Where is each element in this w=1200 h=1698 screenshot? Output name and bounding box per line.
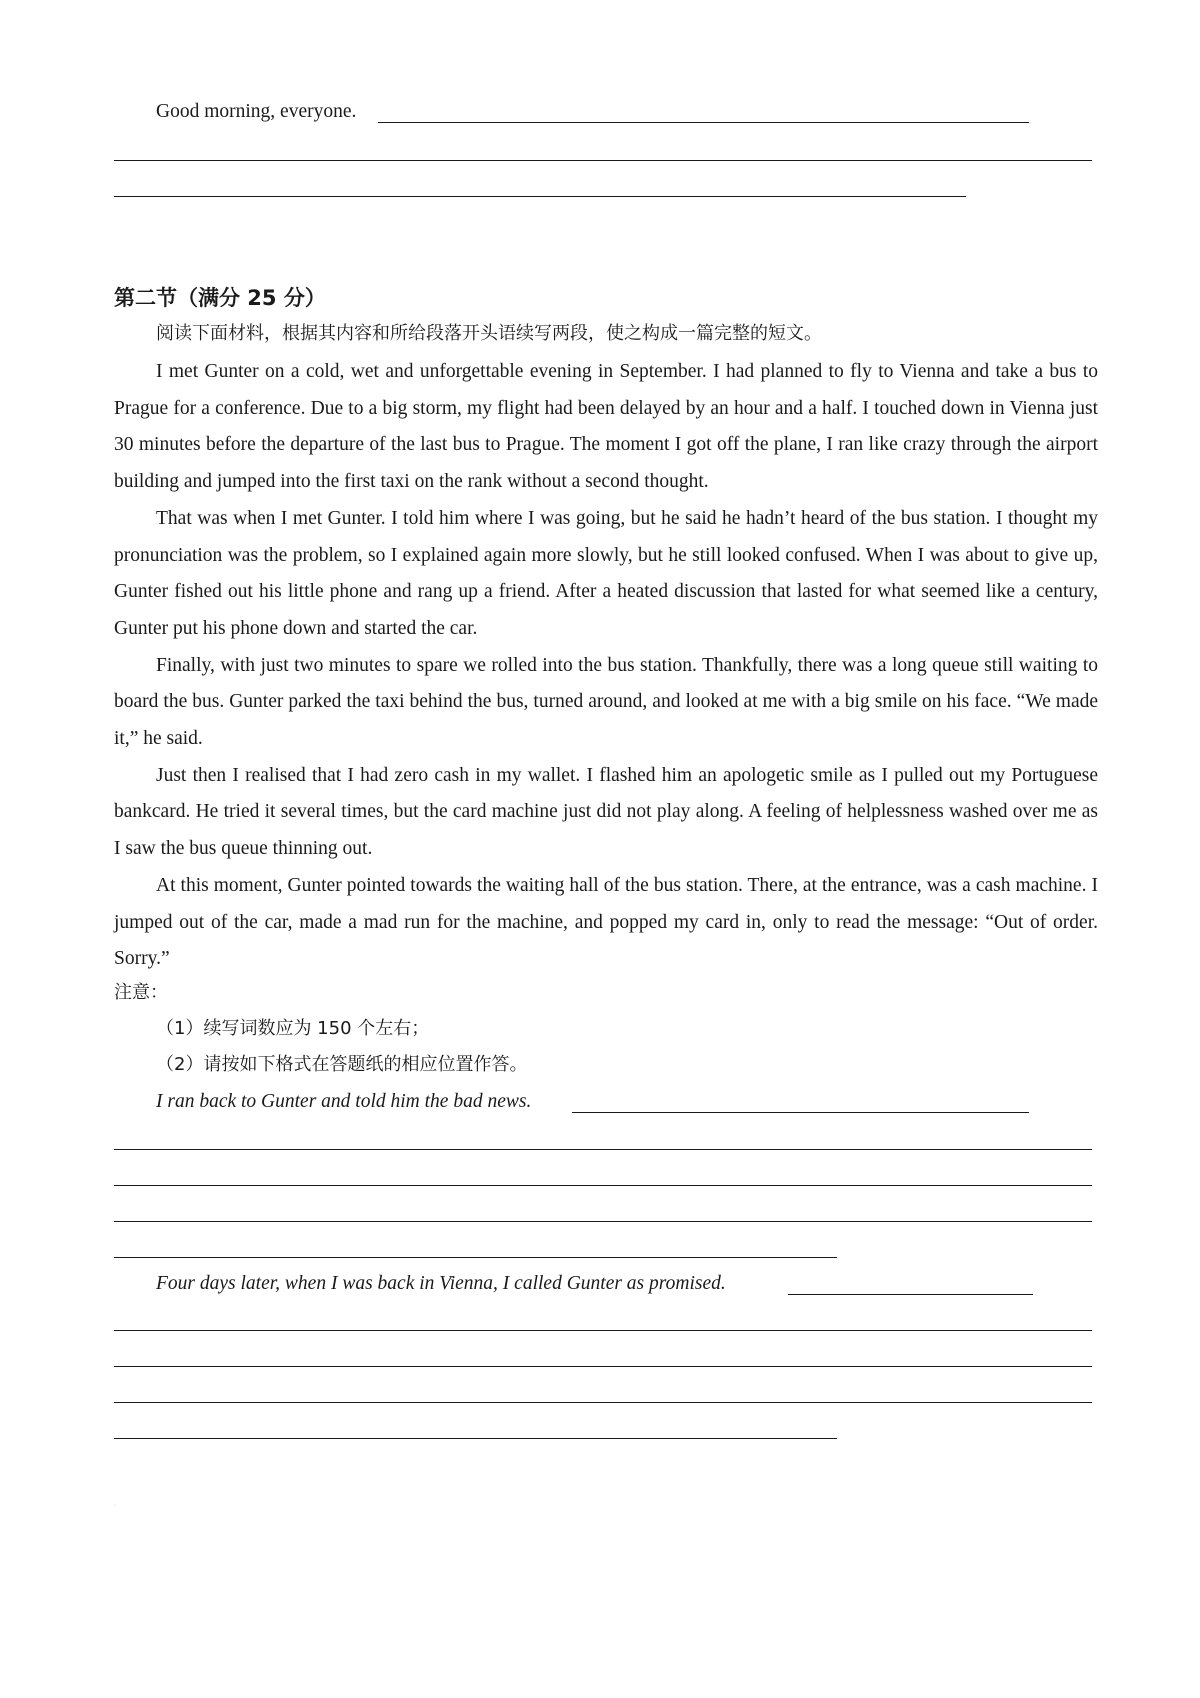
answer-line[interactable] [114, 1366, 1092, 1367]
notes-title: 注意： [114, 982, 168, 1003]
answer-line[interactable] [788, 1294, 1033, 1295]
answer-line[interactable] [114, 160, 1092, 161]
answer-line[interactable] [114, 1257, 837, 1258]
scan-speck: · [114, 1503, 116, 1509]
answer-line[interactable] [114, 1438, 837, 1439]
story-paragraph: I met Gunter on a cold, wet and unforgettable evening in September. I had planned to fly to Vienna and take a bus to Prague for a conference. Due to a big storm, my flight had been delayed by an hour and a half. I touched down in Vienna just 30 minutes before the departure of the last bus to Prague. The moment I got off the plane, I ran like crazy through the airport building and jumped into the first taxi on the rank without a second thought. [114, 361, 1098, 493]
notes-item-1: （1）续写词数应为 150 个左右； [156, 1018, 430, 1039]
story-paragraph: Just then I realised that I had zero cash in my wallet. I flashed him an apologetic smile as I pulled out my Portuguese bankcard. He tried it several times, but the card machine just did not play along. A feeling of helplessness washed over me as I saw the bus queue thinning out. [114, 764, 1098, 860]
story-paragraph: At this moment, Gunter pointed towards the waiting hall of the bus station. There, at the entrance, was a cash machine. I jumped out of the car, made a mad run for the machine, and popped my card in, only to read the message: “Out of order. Sorry.” [114, 874, 1098, 970]
answer-line[interactable] [114, 1330, 1092, 1331]
answer-line[interactable] [114, 1402, 1092, 1403]
story-body [114, 354, 1098, 978]
answer-line[interactable] [114, 1185, 1092, 1186]
story-paragraph: That was when I met Gunter. I told him where I was going, but he said he hadn’t heard of the bus station. I thought my pronunciation was the problem, so I explained again more slowly, but he still looked confused. When I was about to give up, Gunter fished out his little phone and rang up a friend. After a heated discussion that lasted for what seemed like a century, Gunter put his phone down and started the car. [114, 507, 1098, 639]
section-heading: 第二节（满分 25 分） [114, 286, 326, 310]
answer-line[interactable] [114, 1149, 1092, 1150]
story-paragraph: Finally, with just two minutes to spare we rolled into the bus station. Thankfully, there was a long queue still waiting to board the bus. Gunter parked the taxi behind the bus, turned around, and looked at me with a big smile on his face. “We made it,” he said. [114, 654, 1098, 750]
greeting-text: Good morning, everyone. [156, 101, 357, 122]
answer-line[interactable] [114, 1221, 1092, 1222]
answer-line[interactable] [114, 196, 966, 197]
continuation-prompt-2: Four days later, when I was back in Vienna, I called Gunter as promised. [156, 1273, 726, 1294]
answer-line[interactable] [378, 122, 1029, 123]
section-instruction: 阅读下面材料，根据其内容和所给段落开头语续写两段，使之构成一篇完整的短文。 [156, 323, 822, 344]
answer-line[interactable] [572, 1112, 1029, 1113]
notes-item-2: （2）请按如下格式在答题纸的相应位置作答。 [156, 1054, 528, 1075]
continuation-prompt-1: I ran back to Gunter and told him the bad news. [156, 1091, 532, 1112]
